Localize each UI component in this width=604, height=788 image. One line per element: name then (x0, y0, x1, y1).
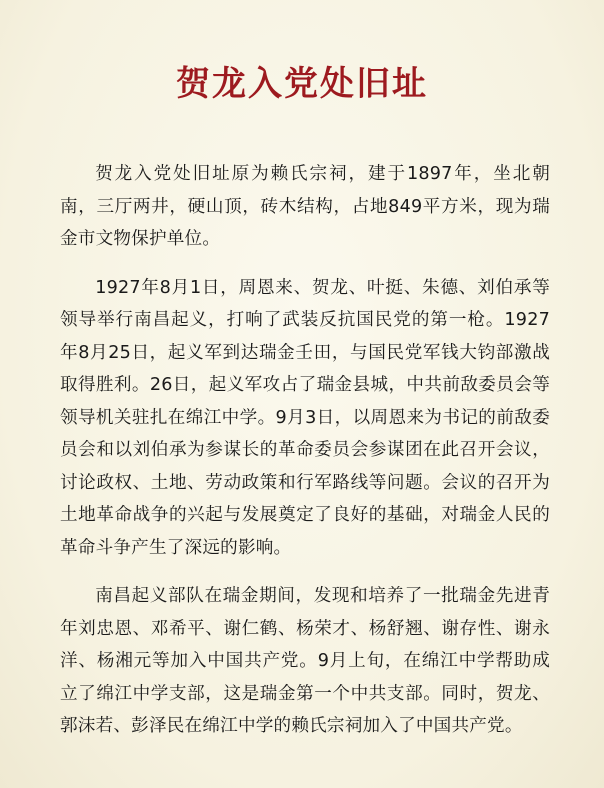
article-body (60, 158, 550, 759)
page-title: 贺龙入党处旧址 (176, 64, 428, 104)
paragraph-membership: 南昌起义部队在瑞金期间，发现和培养了一批瑞金先进青年刘忠恩、邓希平、谢仁鹤、杨荣才、杨舒翘、谢存性、谢永洋、杨湘元等加入中国共产党。9月上旬，在绵江中学帮助成立了绵江中学支部，这是瑞金第一个中共支部。同时，贺龙、郭沫若、彭泽民在绵江中学的赖氏宗祠加入了中国共产党。 (60, 586, 550, 736)
paragraph-history: 1927年8月1日，周恩来、贺龙、叶挺、朱德、刘伯承等领导举行南昌起义，打响了武装反抗国民党的第一枪。1927年8月25日，起义军到达瑞金壬田，与国民党军钱大钧部激战取得胜利。26日，起义军攻占了瑞金县城，中共前敌委员会等领导机关驻扎在绵江中学。9月3日，以周恩来为书记的前敌委员会和以刘伯承为参谋长的革命委员会参谋团在此召开会议，讨论政权、土地、劳动政策和行军路线等问题。会议的召开为土地革命战争的兴起与发展奠定了良好的基础，对瑞金人民的革命斗争产生了深远的影响。 (60, 277, 550, 558)
paragraph-intro: 贺龙入党处旧址原为赖氏宗祠，建于1897年，坐北朝南，三厅两井，硬山顶，砖木结构，占地849平方米，现为瑞金市文物保护单位。 (60, 164, 550, 249)
